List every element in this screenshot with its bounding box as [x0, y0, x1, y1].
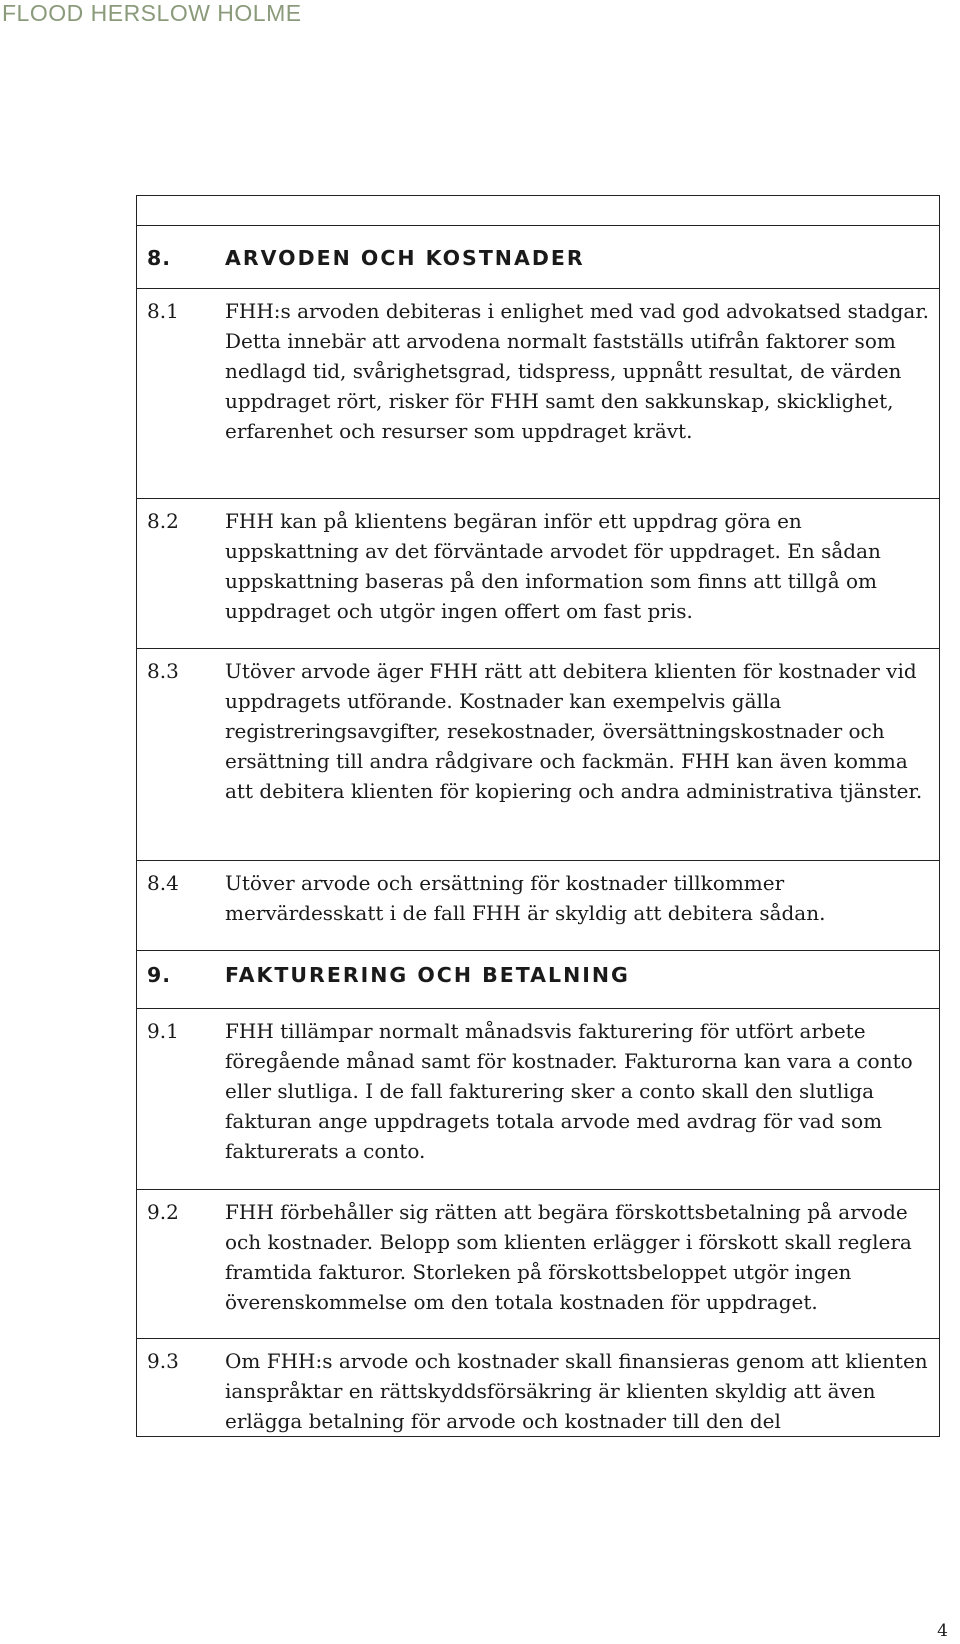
terms-table: [136, 195, 940, 1437]
clause-row: [137, 1009, 940, 1190]
clause-text: FHH:s arvoden debiteras i enlighet med vad god advokatsed stadgar. Detta innebär att arvodena normalt fastställs utifrån faktorer som nedlagd tid, svårighetsgrad, tidspress, uppnått resultat, de värden uppdraget rört, risker för FHH samt den sakkunskap, skicklighet, erfarenhet och resurser som uppdraget krävt.: [225, 299, 930, 443]
clause-text: FHH tillämpar normalt månadsvis fakturering för utfört arbete föregående månad samt för kostnader. Fakturorna kan vara a conto eller slutliga. I de fall fakturering sker a conto skall den slutliga fakturan ange uppdragets totala arvode med avdrag för vad som fakturerats a conto.: [225, 1019, 913, 1163]
clause-text: FHH förbehåller sig rätten att begära förskottsbetalning på arvode och kostnader. Belopp som klienten erlägger i förskott skall reglera framtida fakturor. Storleken på förskottsbeloppet utgör ingen överenskommelse om den totala kostnaden för uppdraget.: [225, 1200, 912, 1314]
company-logo: FLOOD HERSLOW HOLME: [2, 0, 302, 26]
clause-row: [137, 861, 940, 951]
section-title: FAKTURERING OCH BETALNING: [225, 963, 630, 987]
clause-row: [137, 499, 940, 649]
page-number: 4: [937, 1621, 948, 1641]
clause-number: 8.3: [147, 659, 179, 683]
clause-number: 9.3: [147, 1349, 179, 1373]
clause-number: 9.2: [147, 1200, 179, 1224]
clause-row: [137, 289, 940, 499]
clause-number: 8.2: [147, 509, 179, 533]
clause-number: 8.1: [147, 299, 179, 323]
section-title: ARVODEN OCH KOSTNADER: [225, 246, 585, 270]
clause-text: FHH kan på klientens begäran inför ett uppdrag göra en uppskattning av det förväntade arvodet för uppdraget. En sådan uppskattning baseras på den information som finns att tillgå om uppdraget och utgör ingen offert om fast pris.: [225, 509, 881, 623]
clause-number: 8.4: [147, 871, 179, 895]
clause-text: Utöver arvode äger FHH rätt att debitera klienten för kostnader vid uppdragets utförande. Kostnader kan exempelvis gälla registreringsavgifter, resekostnader, översättningskostnader och ersättning till andra rådgivare och fackmän. FHH kan även komma att debitera klienten för kopiering och andra administrativa tjänster.: [225, 659, 923, 803]
table-row-empty: [137, 196, 940, 226]
clause-row: [137, 1190, 940, 1339]
section-heading-row: [137, 951, 940, 1009]
section-heading-row: [137, 226, 940, 289]
section-number: 8.: [147, 246, 172, 270]
clause-text: Om FHH:s arvode och kostnader skall finansieras genom att klienten ianspråktar en rättskyddsförsäkring är klienten skyldig att även erlägga betalning för arvode och kostnader till den del: [225, 1349, 928, 1433]
clause-text: Utöver arvode och ersättning för kostnader tillkommer mervärdesskatt i de fall FHH är skyldig att debitera sådan.: [225, 871, 826, 925]
clause-row: [137, 649, 940, 861]
section-number: 9.: [147, 963, 172, 987]
clause-row: [137, 1339, 940, 1437]
clause-number: 9.1: [147, 1019, 179, 1043]
